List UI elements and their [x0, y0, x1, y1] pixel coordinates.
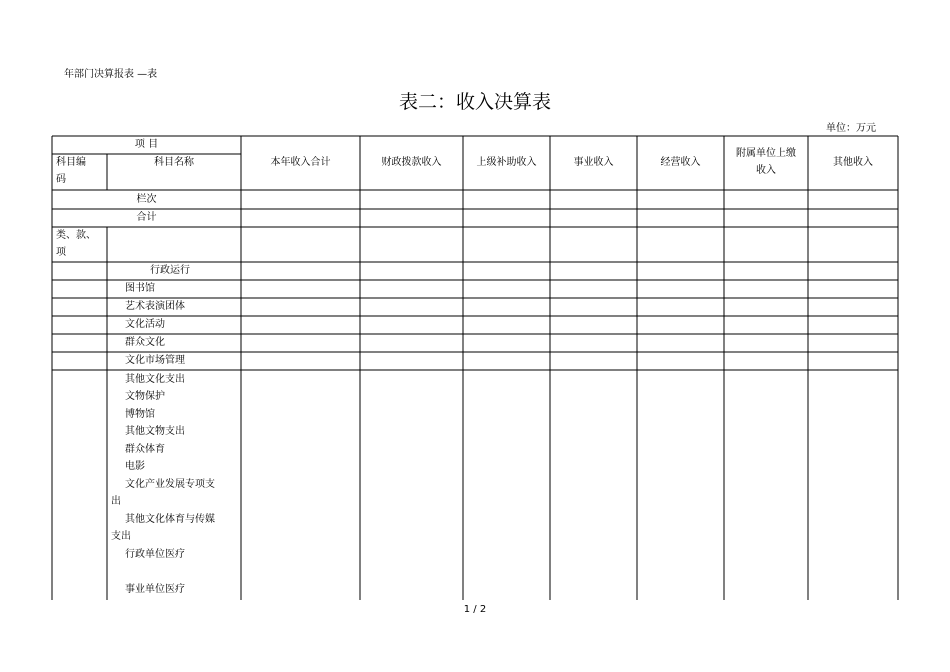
- header-project: 项 目: [134, 139, 159, 150]
- item-line: 群众体育: [125, 444, 165, 455]
- header-col-fiscal: 财政拨款收入: [381, 157, 442, 168]
- item-line: 行政单位医疗: [125, 549, 185, 560]
- item-line: 事业单位医疗: [125, 584, 185, 595]
- page-number: 1 / 2: [463, 604, 487, 615]
- report-pre-title: 年部门决算报表 —表: [64, 69, 158, 80]
- item-row: 文化市场管理: [125, 355, 185, 366]
- page-title: 表二：收入决算表: [398, 91, 551, 113]
- income-final-accounts-table: [52, 136, 898, 600]
- item-line: 博物馆: [125, 409, 155, 420]
- item-line: 出: [111, 496, 121, 507]
- header-col-operating: 经营收入: [660, 157, 701, 168]
- item-row: 行政运行: [150, 265, 190, 276]
- row-total-label: 合计: [136, 212, 157, 223]
- item-row: 图书馆: [125, 283, 155, 294]
- row-class-label-line2: 项: [56, 247, 66, 258]
- item-line: 其他文化体育与传媒: [125, 514, 215, 525]
- item-line: 文化产业发展专项支: [125, 479, 215, 490]
- header-code-line1: 科目编: [56, 157, 86, 168]
- item-row: 群众文化: [125, 337, 165, 348]
- header-col-total: 本年收入合计: [270, 157, 331, 168]
- unit-label: 单位：万元: [826, 123, 876, 134]
- header-col-business: 事业收入: [573, 157, 614, 168]
- item-line: 电影: [125, 461, 145, 472]
- header-col-other: 其他收入: [833, 157, 873, 168]
- item-line: 其他文化支出: [125, 374, 185, 385]
- header-name: 科目名称: [154, 157, 194, 168]
- header-col-affiliated-line2: 收入: [756, 165, 776, 176]
- row-class-label-line1: 类、款、: [56, 230, 96, 241]
- header-col-affiliated-line1: 附属单位上缴: [736, 148, 796, 159]
- header-code-line2: 码: [56, 174, 66, 185]
- item-line: 其他文物支出: [125, 426, 185, 437]
- item-row: 文化活动: [125, 319, 165, 330]
- item-row: 艺术表演团体: [125, 301, 185, 312]
- header-col-superior: 上级补助收入: [476, 157, 537, 168]
- item-line: 文物保护: [125, 391, 165, 402]
- item-line: 支出: [111, 531, 131, 542]
- row-seq-label: 栏次: [136, 194, 157, 205]
